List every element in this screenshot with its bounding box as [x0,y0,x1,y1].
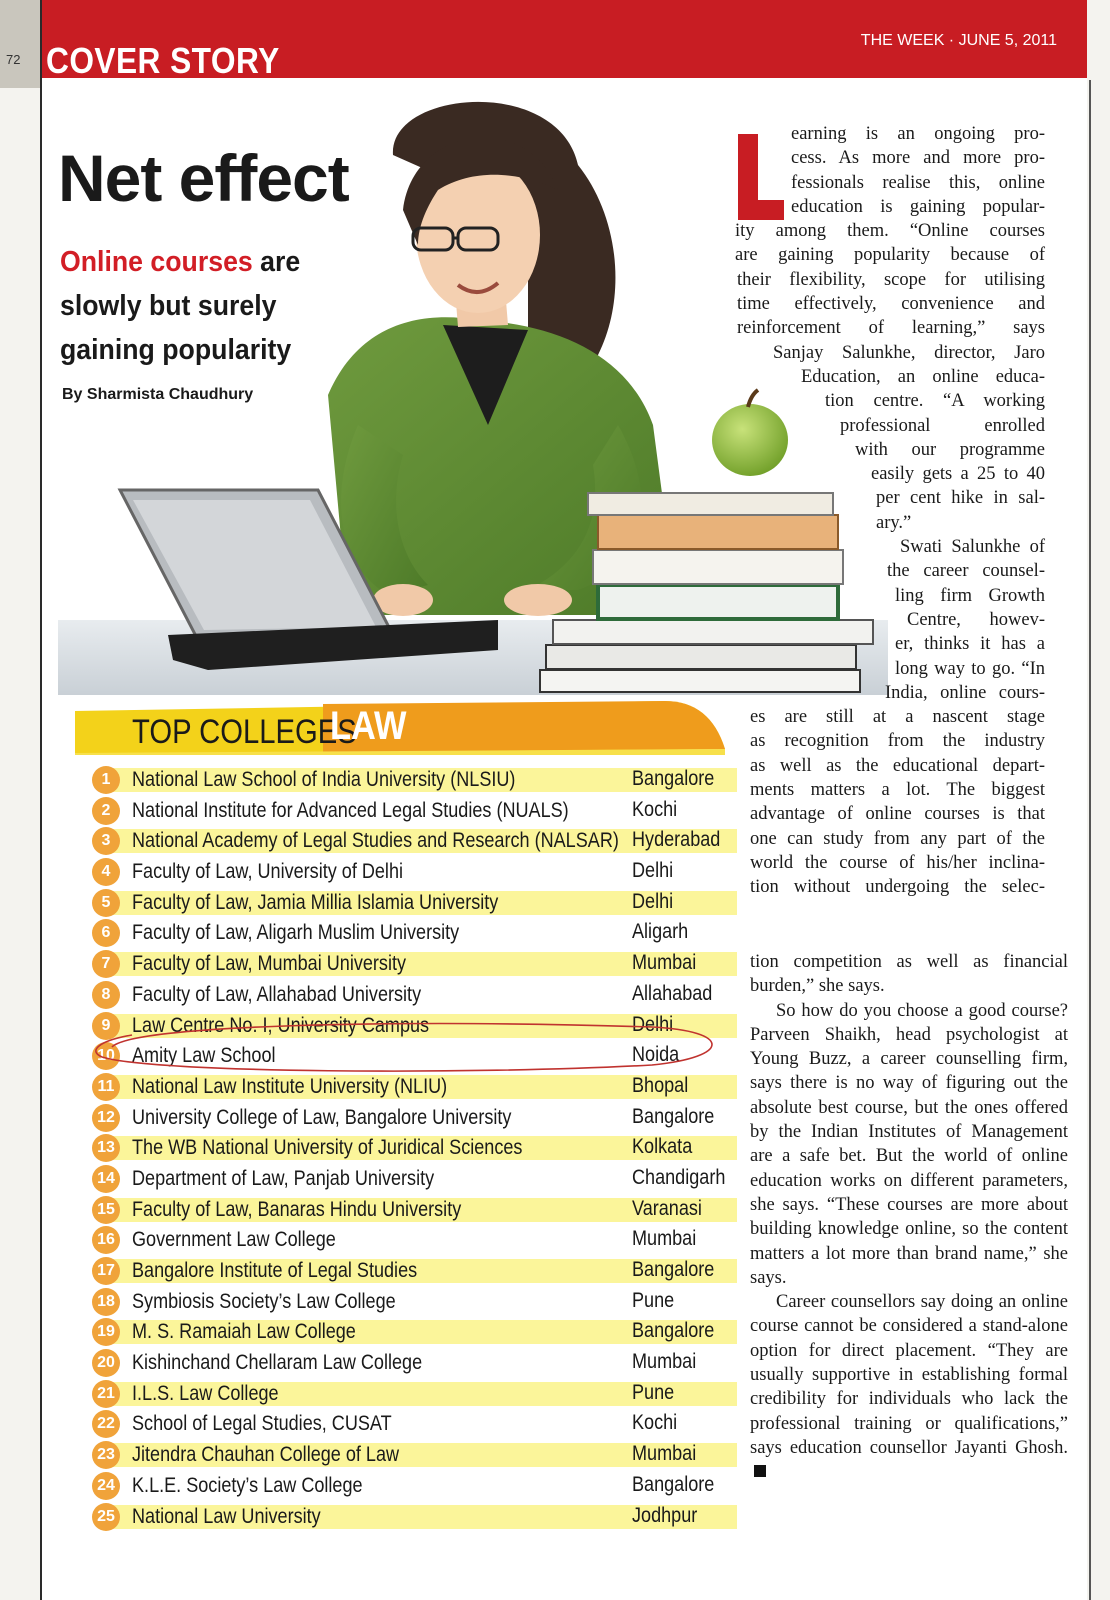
para2-line: as recognition from the industry [750,731,1045,752]
article-column-top [695,122,1045,900]
para1-line: reinforcement of learning,” says [737,318,1045,339]
table-row [92,1103,737,1134]
rank-badge: 25 [92,1503,120,1531]
rank-badge: 9 [92,1012,120,1040]
college-city: Mumbai [632,1227,697,1251]
table-row [92,796,737,827]
para1-line: ary.” [876,512,912,533]
para1-line: their flexibility, scope for utilising [737,269,1045,290]
college-city: Delhi [632,859,674,883]
college-city: Kolkata [632,1135,693,1159]
para1-line: per cent hike in sal- [876,488,1045,509]
college-name: M. S. Ramaiah Law College [132,1320,356,1344]
table-row [92,1409,737,1440]
para1-line: Education, an online educa- [801,366,1045,387]
para2-line: as well as the educational depart- [750,755,1045,776]
table-row [92,1379,737,1410]
section-label: COVER STORY [46,40,280,81]
college-name: Amity Law School [132,1044,276,1068]
table-row [92,918,737,949]
rank-badge: 20 [92,1349,120,1377]
college-name: National Law University [132,1504,321,1528]
college-name: University College of Law, Bangalore University [132,1105,512,1129]
table-row [92,949,737,980]
college-name: School of Legal Studies, CUSAT [132,1412,392,1436]
rank-badge: 7 [92,950,120,978]
college-city: Bangalore [632,1319,715,1343]
para1-line: tion centre. “A working [825,391,1045,412]
rank-badge: 19 [92,1318,120,1346]
table-row [92,1471,737,1502]
table-row [92,826,737,857]
college-name: Symbiosis Society’s Law College [132,1289,396,1313]
college-city: Mumbai [632,951,697,975]
rank-badge: 23 [92,1441,120,1469]
para1-line: earning is an ongoing pro- [791,124,1045,144]
college-city: Pune [632,1380,675,1404]
table-row [92,1502,737,1533]
college-city: Delhi [632,889,674,913]
college-name: Faculty of Law, Aligarh Muslim University [132,921,460,945]
table-title-accent: LAW [330,704,407,748]
college-name: Department of Law, Panjab University [132,1166,435,1190]
table-row [92,1440,737,1471]
deck-accent: Online courses [60,246,253,278]
para2-line: long way to go. “In [895,658,1045,679]
college-city: Noida [632,1043,680,1067]
rank-badge: 14 [92,1165,120,1193]
para2-line: ling firm Growth [895,585,1045,606]
rank-badge: 11 [92,1073,120,1101]
college-city: Bangalore [632,1104,715,1128]
para2-line: Swati Salunkhe of [900,537,1045,558]
rank-badge: 17 [92,1257,120,1285]
table-title: TOP COLLEGES [132,713,357,751]
college-name: National Law Institute University (NLIU) [132,1074,448,1098]
college-city: Bangalore [632,1472,715,1496]
para1-line: education is gaining popular- [791,196,1045,217]
article-column-bottom [750,950,1068,1485]
table-row [92,1256,737,1287]
college-city: Aligarh [632,920,689,944]
college-name: Kishinchand Chellaram Law College [132,1351,423,1375]
rank-badge: 10 [92,1042,120,1070]
college-name: I.L.S. Law College [132,1381,279,1405]
para2-line: one can study from any part of the [750,828,1045,849]
college-name: Jitendra Chauhan College of Law [132,1443,400,1467]
deck-rest: are slowly but surely gaining popularity [60,246,301,366]
college-name: Faculty of Law, Allahabad University [132,982,422,1006]
rank-badge: 15 [92,1196,120,1224]
rank-badge: 5 [92,889,120,917]
table-row [92,980,737,1011]
para2-line: er, thinks it has a [895,634,1045,655]
deck [60,240,336,372]
para4-text: Career counsellors say doing an online course cannot be considered a stand-alone option for direct placement. “They are usually supportive in establishing formal credibility for individuals who lack the professional training or qualifications,” says education counsellor Jayanti Ghosh. [750,1292,1068,1458]
para3: So how do you choose a good course? Parveen Shaikh, head psychologist at Young Buzz, a career counselling firm, says there is no way of figuring out the absolute best course, but the ones offered by the Indian Institutes of Management are a safe bet. But the world of online education works on different parameters, she says. “These courses are more about building knowledge online, so the content matters a lot more than brand name,” she says. [750,1000,1068,1288]
college-city: Mumbai [632,1350,697,1374]
byline: By Sharmista Chaudhury [62,386,254,403]
table-row [92,1195,737,1226]
college-name: Faculty of Law, Jamia Millia Islamia University [132,890,499,914]
page-number-strip [0,0,40,88]
right-hand [504,584,572,616]
college-name: National Academy of Legal Studies and Research (NALSAR) [132,829,619,853]
table-row [92,1348,737,1379]
rank-badge: 13 [92,1134,120,1162]
rank-badge: 22 [92,1410,120,1438]
para2-tail: tion competition as well as financial burden,” she says. [750,952,1068,997]
para2-line: India, online cours- [885,682,1045,703]
rank-badge: 16 [92,1226,120,1254]
header-band [42,0,1087,81]
para2-line: the career counsel- [887,561,1045,582]
college-name: Faculty of Law, University of Delhi [132,860,404,884]
table-row [92,888,737,919]
page-number: 72 [6,52,21,67]
rank-badge: 1 [92,766,120,794]
para2-line: Centre, howev- [907,609,1045,630]
para2-line: world the course of his/her inclina- [750,852,1045,873]
para2-line: tion without undergoing the selec- [750,877,1045,898]
college-name: National Institute for Advanced Legal Studies (NUALS) [132,798,569,822]
college-city: Jodhpur [632,1503,698,1527]
para4 [750,1290,1068,1484]
table-row [92,1287,737,1318]
rank-badge: 18 [92,1288,120,1316]
rank-badge: 12 [92,1104,120,1132]
para1-line: fessionals realise this, online [791,172,1045,193]
table-row [92,1164,737,1195]
table-row [92,765,737,796]
rank-badge: 21 [92,1380,120,1408]
para1-line: are gaining popularity because of [735,245,1045,266]
para2-line: es are still at a nascent stage [750,707,1045,728]
college-name: The WB National University of Juridical Sciences [132,1136,523,1160]
college-name: Faculty of Law, Mumbai University [132,952,407,976]
college-city: Bangalore [632,1258,715,1281]
red-hand-drawn-oval-icon [92,1017,716,1073]
college-city: Mumbai [632,1442,697,1466]
college-city: Delhi [632,1012,674,1036]
college-name: K.L.E. Society’s Law College [132,1473,363,1497]
rank-badge: 6 [92,919,120,947]
para1-line: ity among them. “Online courses [735,221,1045,242]
college-city: Allahabad [632,981,713,1005]
para1-line: cess. As more and more pro- [791,148,1045,169]
college-name: Bangalore Institute of Legal Studies [132,1259,418,1282]
para2-line: advantage of online courses is that [750,804,1045,825]
table-row [92,857,737,888]
table-row [92,1133,737,1164]
para1-line: easily gets a 25 to 40 [871,464,1045,485]
issue-date: THE WEEK · JUNE 5, 2011 [860,32,1057,49]
college-city: Kochi [632,797,678,821]
para1-line: time effectively, convenience and [737,294,1045,315]
college-name: National Law School of India University (NLSIU) [132,768,516,791]
rank-badge: 4 [92,858,120,886]
college-name: Law Centre No. I, University Campus [132,1013,430,1037]
college-city: Pune [632,1288,675,1312]
college-city: Bhopal [632,1073,689,1097]
para1-line: with our programme [855,439,1045,460]
headline: Net effect [58,141,349,215]
college-city: Chandigarh [632,1165,726,1189]
college-name: Faculty of Law, Banaras Hindu University [132,1197,462,1221]
para1-line: professional enrolled [840,415,1045,436]
college-name: Government Law College [132,1228,336,1252]
top-colleges-table [92,765,737,1532]
college-city: Bangalore [632,767,715,790]
para2-line: ments matters a lot. The biggest [750,780,1045,801]
table-row [92,1317,737,1348]
rank-badge: 24 [92,1472,120,1500]
rank-badge: 8 [92,981,120,1009]
rank-badge: 3 [92,827,120,855]
table-row [92,1225,737,1256]
rank-badge: 2 [92,797,120,825]
college-city: Varanasi [632,1196,702,1220]
para1-line: Sanjay Salunkhe, director, Jaro [773,342,1045,363]
end-of-article-icon [754,1465,766,1477]
college-city: Kochi [632,1411,678,1435]
college-city: Hyderabad [632,828,721,852]
table-row [92,1072,737,1103]
